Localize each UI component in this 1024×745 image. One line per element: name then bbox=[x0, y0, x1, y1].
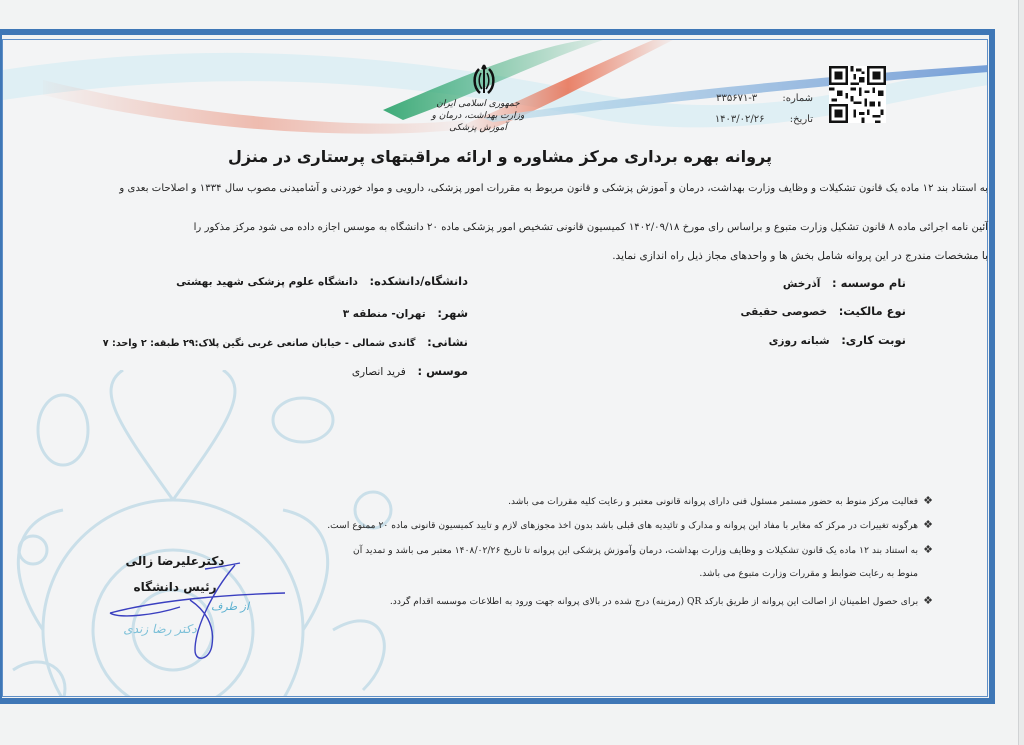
field-institution-name: نام موسسه : آذرخش bbox=[782, 276, 906, 290]
handwritten-signature bbox=[100, 555, 300, 665]
license-number: شماره: ۳-۳۳۵۶۷۱ bbox=[716, 93, 813, 104]
stamp-line-1: از طرف bbox=[210, 600, 250, 613]
preamble-line-2: آئین نامه اجرائی ماده ۸ قانون تشکیل وزارت متبوع و براساس رای مورخ ۱۴۰۲/۰۹/۱۸ کمیسیون قانونی تشخیص امور پزشکی ماده ۲۰ دانشگاه به موسس اجازه داده می شود مرکز مذکور را bbox=[193, 222, 988, 233]
field-ownership-type: نوع مالکیت: خصوصی حقیقی bbox=[740, 304, 906, 318]
bullet-icon: ❖ bbox=[923, 594, 933, 607]
bullet-icon: ❖ bbox=[923, 518, 933, 531]
field-address: نشانی: گاندی شمالی - خیابان صانعی غربی نگین پلاک:۲۹ طبقه: ۲ واحد: ۷ bbox=[102, 335, 468, 349]
field-city: شهر: تهران- منطقه ۳ bbox=[342, 306, 468, 320]
note-1: ❖فعالیت مرکز منوط به حضور مستمر مسئول فنی دارای پروانه قانونی معتبر و رعایت کلیه مقررات می باشد. bbox=[508, 494, 933, 507]
field-university: دانشگاه/دانشکده: دانشگاه علوم پزشکی شهید بهشتی bbox=[176, 274, 468, 288]
preamble-line-1: به استناد بند ۱۲ ماده یک قانون تشکیلات و وظایف وزارت بهداشت، درمان و آموزش پزشکی و قانون مربوط به مقررات امور پزشکی، دارویی و مواد خوردنی و آشامیدنی مصوب سال ۱۳۳۴ و اصلاحات بعدی و bbox=[119, 183, 988, 194]
country-name: جمهوری اسلامی ایران bbox=[436, 99, 520, 109]
document-title: پروانه بهره برداری مرکز مشاوره و ارائه مراقبتهای پرستاری در منزل bbox=[228, 147, 772, 166]
field-work-shift: نوبت کاری: شبانه روزی bbox=[768, 333, 906, 347]
signatory-name: دکترعلیرضا زالی bbox=[125, 554, 225, 568]
ministry-header bbox=[418, 98, 538, 134]
note-3: ❖به استناد بند ۱۲ ماده یک قانون تشکیلات و وظایف وزارت بهداشت، درمان وآموزش پزشکی این پروانه تا تاریخ ۱۴۰۸/۰۲/۲۶ معتبر می باشد و تمدید آن bbox=[352, 543, 933, 556]
ministry-name: وزارت بهداشت، درمان و آموزش پزشکی bbox=[431, 111, 525, 133]
license-date: تاریخ: ۱۴۰۳/۰۲/۲۶ bbox=[714, 114, 813, 125]
signatory-role: رئیس دانشگاه bbox=[133, 580, 217, 594]
iran-emblem-icon bbox=[471, 63, 497, 97]
bullet-icon: ❖ bbox=[923, 494, 933, 507]
note-4: ❖برای حصول اطمینان از اصالت این پروانه از طریق بارکد QR (رمزینه) درج شده در بالای پروانه جهت ورود به اطلاعات موسسه اقدام گردد. bbox=[389, 594, 933, 607]
stamp-line-2: دکتر رضا زندی bbox=[123, 622, 197, 636]
note-2: ❖هرگونه تغییرات در مرکز که مغایر با مفاد این پروانه و مدارک و تائیدیه های قبلی باشد بدون اخذ مجوزهای لازم و تایید کمیسیون قانونی ماده ۲۰ ممنوع است. bbox=[327, 518, 933, 531]
field-founder: موسس : فرید انصاری bbox=[351, 364, 468, 378]
preamble-line-3: با مشخصات مندرج در این پروانه شامل بخش ها و واحدهای مجاز ذیل راه اندازی نماید. bbox=[612, 250, 988, 262]
qr-code-icon[interactable] bbox=[829, 66, 886, 123]
note-3-continued: منوط به رعایت ضوابط و مقررات وزارت متبوع می باشد. bbox=[699, 568, 918, 579]
bullet-icon: ❖ bbox=[923, 543, 933, 556]
